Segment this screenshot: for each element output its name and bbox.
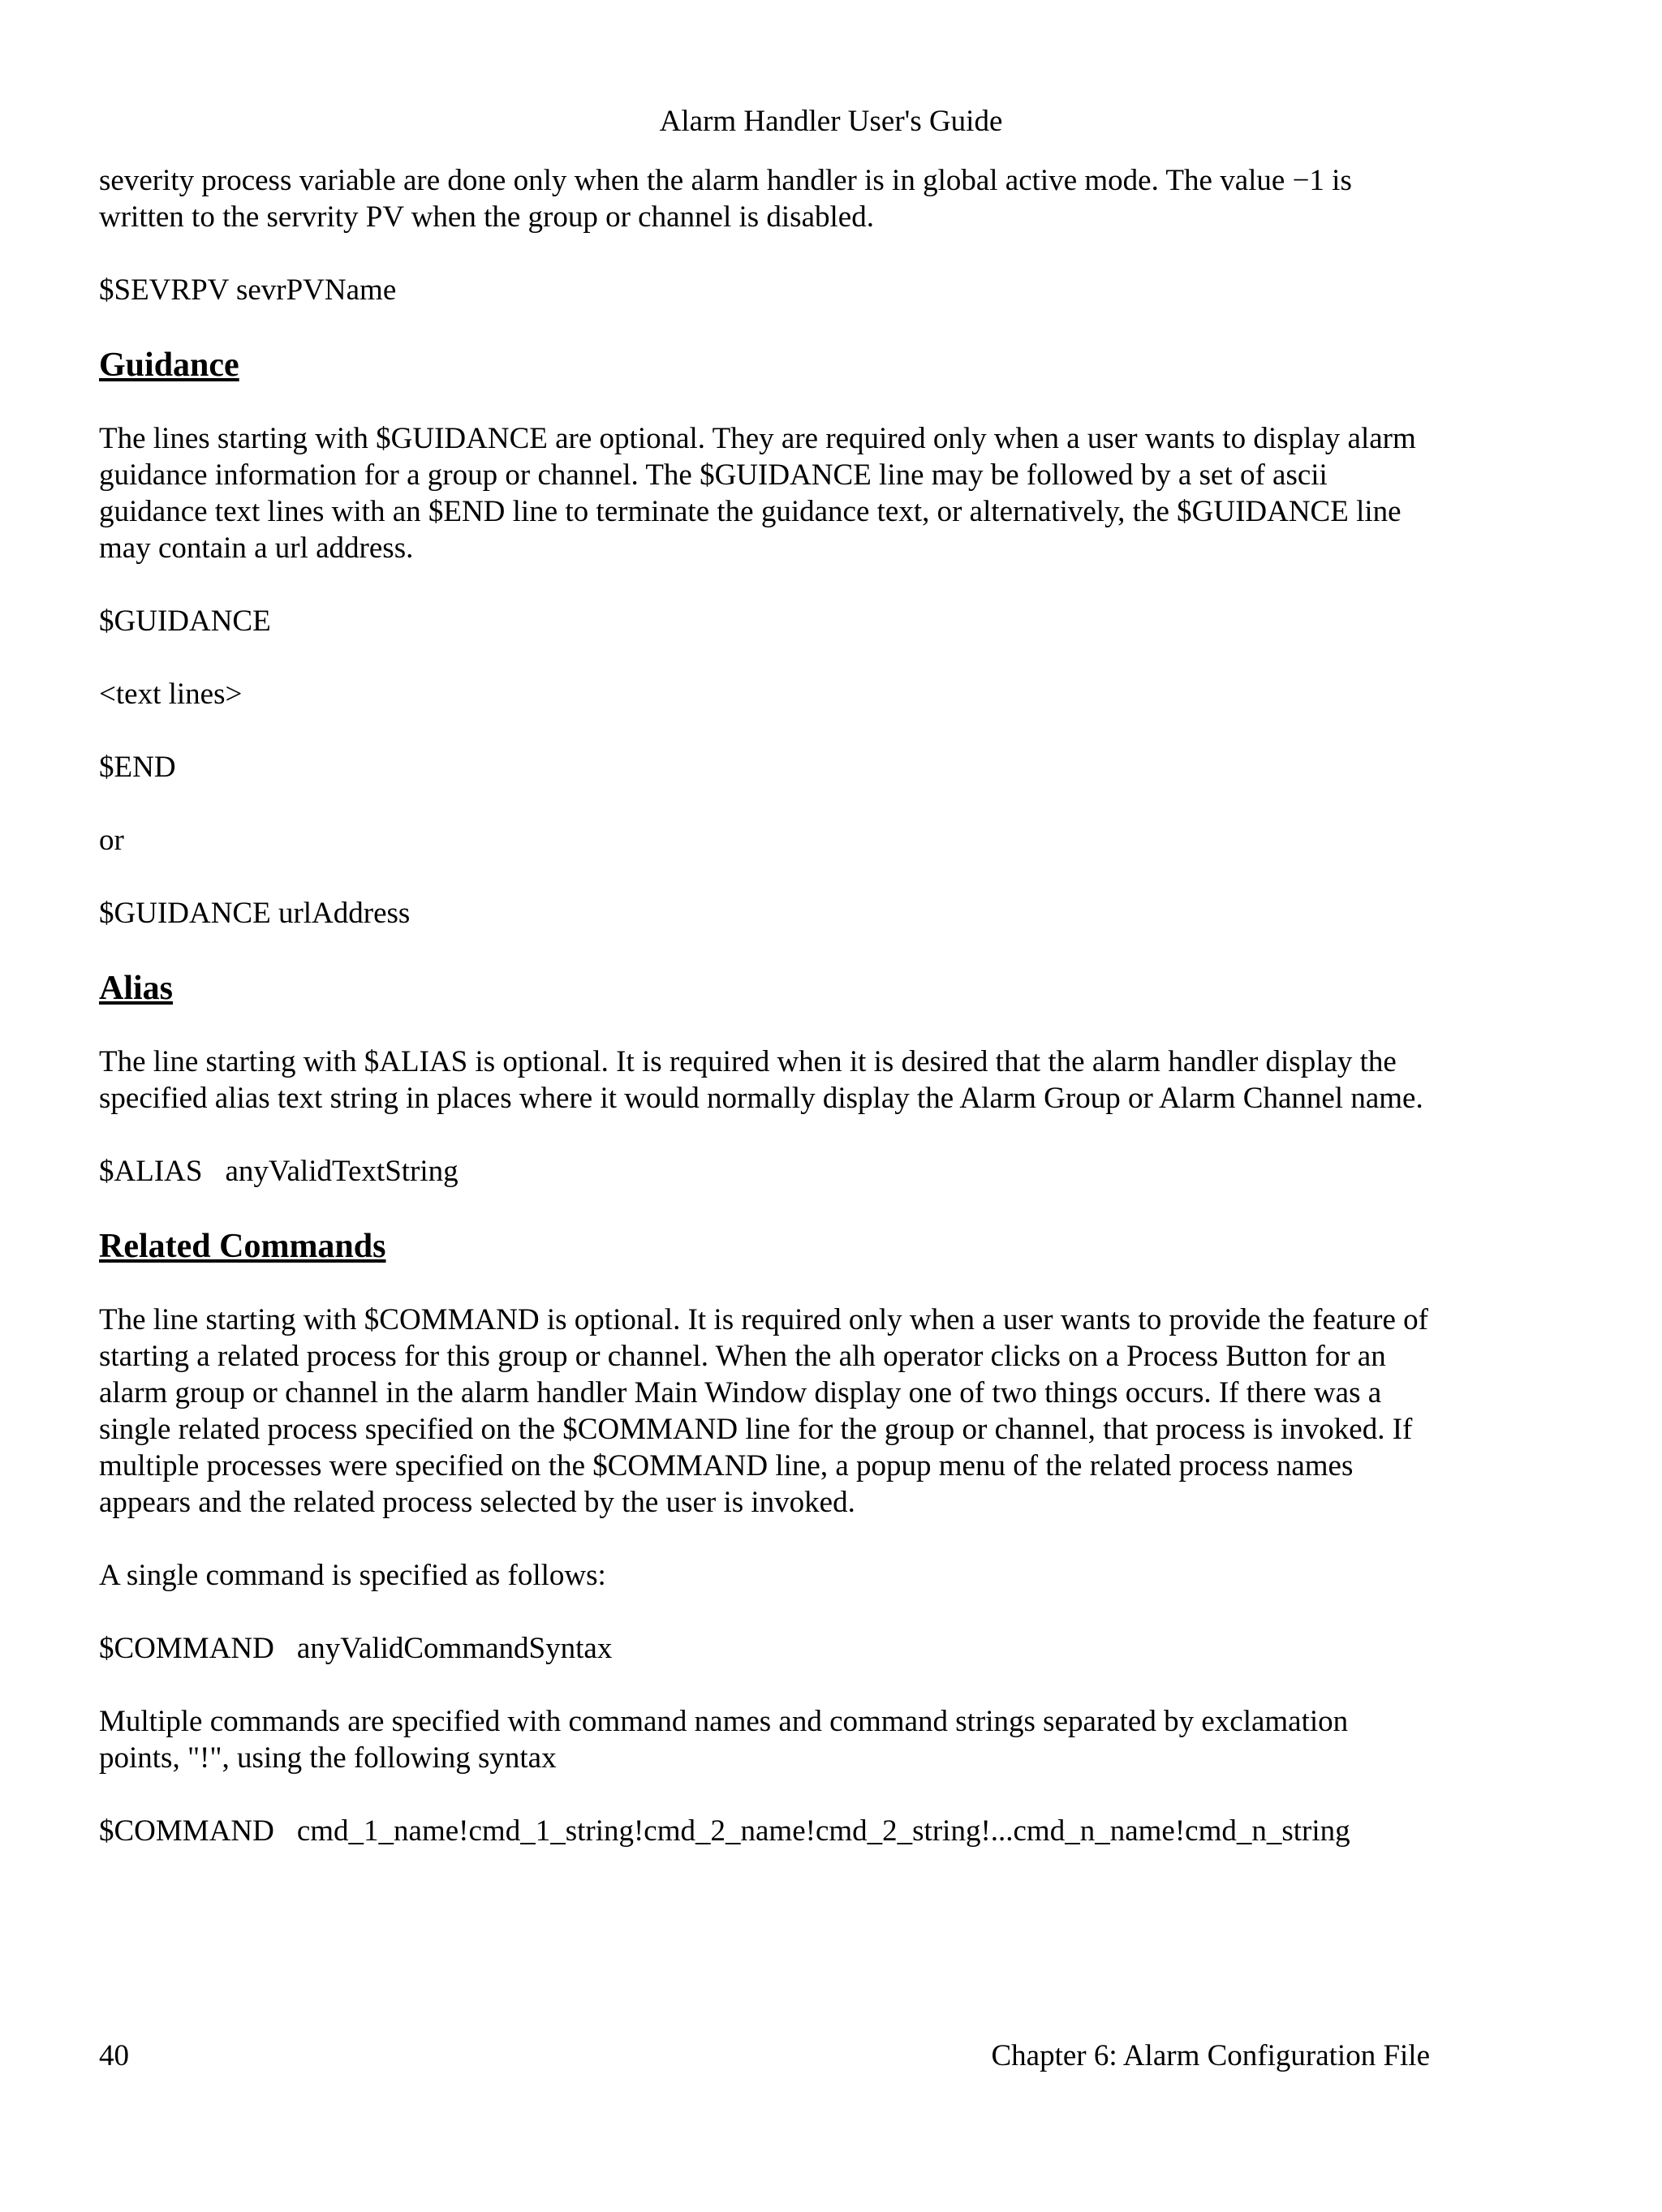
paragraph-line: The line starting with $COMMAND is optional. It is required only when a user wants to provide the feature of (99, 1303, 1428, 1336)
code-line-command-single (99, 1630, 1462, 1667)
code-line-guidance: $GUIDANCE (99, 605, 271, 638)
code-argument: cmd_1_name!cmd_1_string!cmd_2_name!cmd_2_string!...cmd_n_name!cmd_n_string (296, 1814, 1350, 1848)
paragraph-line: written to the servrity PV when the group or channel is disabled. (99, 200, 874, 234)
paragraph-line: The lines starting with $GUIDANCE are optional. They are required only when a user wants to display alarm (99, 422, 1416, 455)
code-keyword: $COMMAND (99, 1814, 274, 1848)
paragraph-line: single related process specified on the $COMMAND line for the group or channel, that process is invoked. If (99, 1413, 1413, 1446)
code-argument: anyValidCommandSyntax (296, 1632, 613, 1665)
section-heading-related-commands: Related Commands (99, 1228, 386, 1265)
paragraph-line: A single command is specified as follows: (99, 1559, 606, 1592)
code-line-alias (99, 1153, 1462, 1190)
paragraph-line: The line starting with $ALIAS is optional. It is required when it is desired that the alarm handler display the (99, 1045, 1397, 1078)
page-number: 40 (99, 2039, 129, 2072)
section-heading-alias: Alias (99, 970, 174, 1007)
paragraph-line: multiple processes were specified on the $COMMAND line, a popup menu of the related process names (99, 1449, 1354, 1483)
paragraph-line: Multiple commands are specified with command names and command strings separated by exclamation (99, 1705, 1349, 1738)
paragraph-line: points, "!", using the following syntax (99, 1741, 557, 1775)
code-keyword: $ALIAS (99, 1155, 203, 1188)
paragraph-line: guidance information for a group or channel. The $GUIDANCE line may be followed by a set of ascii (99, 458, 1328, 492)
chapter-title: Chapter 6: Alarm Configuration File (991, 2039, 1430, 2072)
paragraph-line: may contain a url address. (99, 531, 414, 565)
section-heading-guidance: Guidance (99, 346, 239, 384)
document-body (99, 162, 1462, 1886)
paragraph-line: alarm group or channel in the alarm handler Main Window display one of two things occurs. If there was a (99, 1376, 1382, 1409)
paragraph-line: guidance text lines with an $END line to terminate the guidance text, or alternatively, the $GUIDANCE line (99, 495, 1402, 528)
paragraph-line: specified alias text string in places where it would normally display the Alarm Group or Alarm Channel name. (99, 1082, 1423, 1115)
code-argument: anyValidTextString (225, 1155, 459, 1188)
code-line-sevrpv: $SEVRPV sevrPVName (99, 273, 397, 307)
code-line-text-lines: <text lines> (99, 678, 243, 711)
paragraph-line: appears and the related process selected by the user is invoked. (99, 1486, 855, 1519)
or-text: or (99, 824, 124, 857)
paragraph-line: starting a related process for this group or channel. When the alh operator clicks on a Process Button for an (99, 1340, 1386, 1373)
page-header: Alarm Handler User's Guide (659, 105, 1003, 138)
paragraph-line: severity process variable are done only when the alarm handler is in global active mode. The value −1 is (99, 164, 1352, 197)
code-line-command-multiple (99, 1813, 1462, 1849)
code-keyword: $COMMAND (99, 1632, 274, 1665)
code-line-end: $END (99, 751, 176, 784)
code-line-guidance-url: $GUIDANCE urlAddress (99, 897, 411, 930)
